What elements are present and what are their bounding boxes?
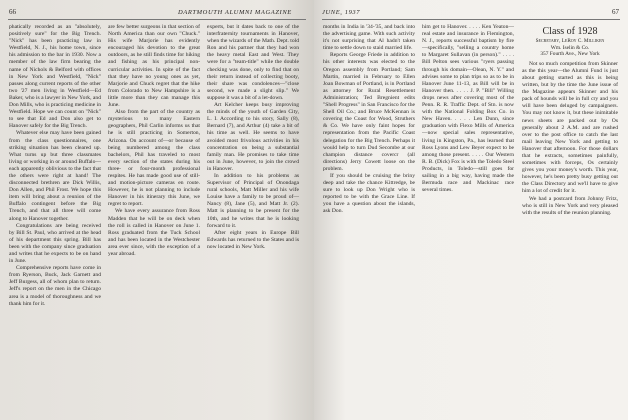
text-column-3 <box>207 24 299 414</box>
paragraph: We had a postcard from Johnny Fritz, who is still in New York and very pleased with the results of the reunion planning. <box>522 195 618 216</box>
header-rule <box>322 19 620 20</box>
paragraph: phatically recorded as an "absolutely, positively sure" for the Big Trench. "Nick" has been practicing law in Westfield, N. J., his home town, since his admission to the bar in 1930. Now a member of the law firm bearing the name of Nichols & Belford with offices in New York and Westfield, "Nick" passes along current reports of the other two '27 men living in Westfield—Ed Baker, who is a lawyer in New York, and Don Mills, who is practicing medicine in Westfield. Hope we can count on "Nick" to see that Ed and Don also get to Hanover safely for the Big Trench. <box>9 24 101 130</box>
paragraph: Congratulations are being received by Bill St. Paul, who arrived at the head of his department this spring. Bill has been with the company since graduation and writes that he expects to be on hand in June. <box>9 222 101 265</box>
text-column-2 <box>108 24 200 414</box>
paragraph: If you should be cruising the briny deep and take the chance Kittredge, be sure to look up Don Wright who is reported to be with the Grace Line. If you have a question about the islands, ask Don. <box>323 172 415 215</box>
secretary-address: 357 Fourth Ave., New York <box>540 51 600 58</box>
paragraph: Not so much competition from Skinner as the this year—the Alumni Fund is just about getting started as this is being written, but by the time the June issue of the Magazine appears Skinner and his pack of hounds will be in full cry and you will have been deluged by campaigners. You may not know it, but these inimitable news sheets are packed out by Os generally about 2 A.M. and are rushed over to the post office to catch the last mail leaving New York and getting to Hanover that afternoon. For those dollars that he extracts, sometimes painfully, sometimes with forceps, Os certainly gives you your money's worth. This year, however, he's been pretty busy getting out the Class Directory and we'll have to give him a lot of credit for it. <box>522 60 618 195</box>
text-column-6 <box>522 24 618 414</box>
paragraph: We have every assurance from Ross Madden that he will be on deck when the roll is called in Hanover on June 1. Ross graduated from the Tuck School and has been located in the Westchester area ever since, with the exception of a year abroad. <box>108 208 200 257</box>
right-page <box>314 0 628 420</box>
secretary-company: Wm. Iselin & Co. <box>550 44 590 51</box>
paragraph: Reports George Friede in addition to his other interests was elected to the Oregon assembly from Portland; Sam Martin, married in February to Ellen Joan Bowman of Portland, is in Portland as attorney for Rural Resettlement Administration; Ted Bregnient edits "Shell Progress" in San Francisco for the Shell Oil Co.; and Bruce McKennan is covering the Coast for Wood, Struthers & Co. We have only faint hopes for representation from the Pacific Coast delegation for the Big Trench. Perhaps it would help to turn Dud Secombe at our champion distance covercr (all directions) Jerry Cowett loose on the problem. <box>323 52 415 172</box>
page-number: 66 <box>9 8 16 16</box>
header-rule <box>8 19 306 20</box>
paragraph: experts, but it dates back to one of the interfraternity tournaments in Hanover, when the wizards of the Math. Dept. told Ron and his partner that they had won the heavy metal East and West. They were for a "team-title" while the double checking was done, only to find that on their return instead of collecting booty, their share was condolences—"close second, we made a slight slip." We suppose it was a bit of a let-down. <box>207 24 299 101</box>
running-head: DARTMOUTH ALUMNI MAGAZINE <box>178 9 292 16</box>
paragraph: Also from the part of the country as mysterious to many Eastern geographers, Phil Carlin informs us that he is still practicing in Somerton, Arizona. On account of—or because of being numbered among the class bachelors, Phil has traveled to most every section of the states during his three- or four-month professional respites. He has made good use of still- and motion-picture cameras en route. However, he is not planning to include Hanover in his itinerary this June, we regret to report. <box>108 109 200 208</box>
paragraph: Comprehensive reports have come in from Ryerson, Buck, Jack Garnett and Jeff Burgess, all of whom plan to return. Jeff's report on the men in the Chicago area is a model of thoroughness and we thank him for it. <box>9 265 101 307</box>
paragraph: Art Kelcher keeps busy improving the minds of the youth of Garden City, L. I. According to his story, Sally (8), Bernard (7), and Arthur (4) take a bit of his time as well. He seems to have avoided most frivolous activities in his concentration on being a substantial family man. He promises to take time out in June, however, to join the crowd in Hanover. <box>207 102 299 172</box>
running-head: JUNE, 1937 <box>322 9 361 16</box>
text-column-1 <box>9 24 101 414</box>
paragraph: months in India in '34-'35, and back into the advertising game. With such activity it's not surprising that Al hadn't taken time to settle down to staid married life. <box>323 24 415 52</box>
page-number: 67 <box>612 8 619 16</box>
paragraph: Whatever else may have been gained from the class questionnaires, one striking situation has been cleared up. What turns up but three classmates living or working in or around Buffalo—each apparently oblivious to the fact that the others were right at hand! The disconnected brethren are Dick Willis, Don Allen, and Phil Frost. We hope this item will bring about a reunion of the Buffalo contingent before the Big Trench, and that all three will come along to Hanover together. <box>9 130 101 222</box>
paragraph: After eight years in Europe Bill Edwards has returned to the States and is now located in New York. <box>207 229 299 250</box>
text-column-5 <box>422 24 514 414</box>
class-secretary: Secretary, LeRoy C. Milliken <box>535 38 605 44</box>
class-heading: Class of 1928 <box>542 26 598 37</box>
paragraph: him get to Hanover. . . . . Ken Yeaton—real estate and insurance in Flemington, N. J., reports successful baptism by fire—specifically, "selling a country home to Margaret Sullavan (in person)." . . . . Bill Pelton sees various "ryers passing through his domain—Olean, N. Y." and advises some to plan trips so as to be in Hanover June 11-13, as Bill will be in Hanover then. . . . . J. P. "Bill" Willing drops news after covering most of the Penn. R. R. Traffic Dept. of Stn. is now with the National Folding Box Co. in New Haven. . . . . Len Dunn, since graduation with Flexo Mills of America—now special sales representative, living in Kingston, Pa., has learned that Ross Lyons and Lew Beyer expect to be among those present. . . . . Our Western R. B. (Dick) Fox is with the Toledo Steel Products, in Toledo—still goes for sailing in a big way, having made the Bermuda race and Mackinac race several times. <box>422 24 514 194</box>
paragraph: are few better surgeons in that section of North America than our own "Chuck." His wife Marjorie has evidently encouraged his devotion to the great outdoors, as he still finds time for hiking and fishing as his principal non-curricular activities. In spite of the fact that they have no young ones as yet, Marjorie and Chuck regret that the hike from Colorado to New Hampshire is a little more than they can manage this June. <box>108 24 200 109</box>
paragraph: In addition to his problems as Supervisor of Principal of Onondaga rural schools, Matt Miller and his wife Louise have a family to be proud of—Nancy (8), Jane (5), and Matt Jr. (2). Matt is planning to be present for the 10th, and he writes that he is looking forward to it. <box>207 172 299 229</box>
text-column-4 <box>323 24 415 414</box>
